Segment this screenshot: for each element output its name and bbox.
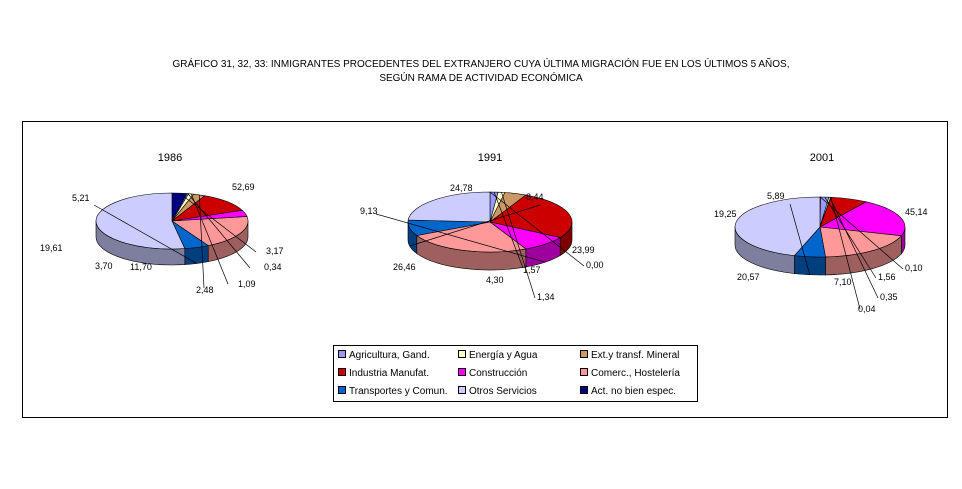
data-label-3: 26,46: [393, 262, 416, 272]
legend-item-agricultura: [338, 350, 430, 362]
data-label-5: 24,78: [450, 183, 473, 193]
data-label-8: 0,00: [586, 260, 604, 270]
data-label-2: 2,48: [196, 285, 214, 295]
data-label-7: 52,69: [232, 182, 255, 192]
data-label-0: 0,34: [264, 262, 282, 272]
legend-label: Agricultura, Gand.: [349, 350, 430, 361]
legend-item-transportes: [338, 386, 448, 398]
legend-item-extraccion: [580, 350, 679, 362]
legend-item-industria: [338, 368, 429, 380]
legend-label: Industria Manufat.: [349, 368, 430, 379]
chart-title-line1: GRÁFICO 31, 32, 33: INMIGRANTES PROCEDENTES DEL EXTRANJERO CUYA ÚLTIMA MIGRACIÓN FUE EN LOS ÚLTIMOS 5 AÑOS,: [172, 59, 790, 70]
legend-label: Otros Servicios: [469, 386, 537, 397]
data-label-1: 1,09: [238, 279, 256, 289]
data-label-5: 19,61: [40, 243, 63, 253]
data-label-0: 1,57: [523, 265, 541, 275]
data-label-3: 11,70: [130, 262, 152, 272]
data-label-1: 0,35: [880, 292, 898, 302]
legend-swatch: [580, 368, 588, 376]
legend-item-comercio: [580, 368, 680, 380]
legend-label: Construcción: [469, 368, 528, 379]
legend-label: Comerc., Hostelería: [591, 368, 680, 379]
data-label-8: 0,10: [905, 263, 923, 273]
data-label-6: 5,21: [72, 193, 90, 203]
data-label-7: 45,14: [905, 207, 928, 217]
data-label-3: 7,10: [834, 277, 852, 287]
data-label-4: 3,70: [95, 261, 113, 271]
data-label-6: 8,44: [526, 192, 544, 202]
data-label-6: 5,89: [767, 191, 785, 201]
legend-swatch: [458, 350, 466, 358]
legend-label: Transportes y Comun.: [349, 386, 448, 397]
data-label-8: 3,17: [266, 246, 284, 256]
legend-swatch: [338, 368, 346, 376]
pie-chart-1986: [40, 152, 284, 295]
data-label-4: 20,57: [737, 272, 760, 282]
pie-chart-1991: [360, 152, 604, 302]
legend-swatch: [580, 350, 588, 358]
legend-label: Ext.y transf. Mineral: [591, 350, 680, 361]
legend-label: Energía y Agua: [469, 350, 538, 361]
pie-chart-2001: [714, 152, 928, 314]
pie-title: 1991: [477, 152, 503, 164]
pie-title: 2001: [809, 152, 835, 164]
data-label-1: 1,34: [537, 292, 555, 302]
pie-title: 1986: [157, 152, 183, 164]
legend-swatch: [458, 368, 466, 376]
legend-swatch: [338, 350, 346, 358]
legend-swatch: [338, 386, 346, 394]
legend-item-no-espec: [580, 386, 676, 398]
data-label-5: 19,25: [714, 209, 737, 219]
legend-item-energia: [458, 350, 537, 362]
legend-swatch: [458, 386, 466, 394]
data-label-7: 23,99: [572, 245, 595, 255]
data-label-4: 9,13: [360, 206, 378, 216]
chart-title-line2: SEGÚN RAMA DE ACTIVIDAD ECONÓMICA: [379, 73, 583, 84]
legend-item-otros-servicios: [458, 386, 537, 398]
pie-slice-7: [408, 192, 490, 222]
legend-label: Act. no bien espec.: [591, 386, 677, 397]
legend-swatch: [580, 386, 588, 394]
data-label-2: 0,04: [858, 304, 876, 314]
legend-item-construccion: [458, 368, 527, 380]
data-label-0: 1,56: [878, 272, 896, 282]
legend: [333, 345, 698, 402]
data-label-2: 4,30: [486, 275, 504, 285]
pie-side-6: [794, 256, 825, 275]
